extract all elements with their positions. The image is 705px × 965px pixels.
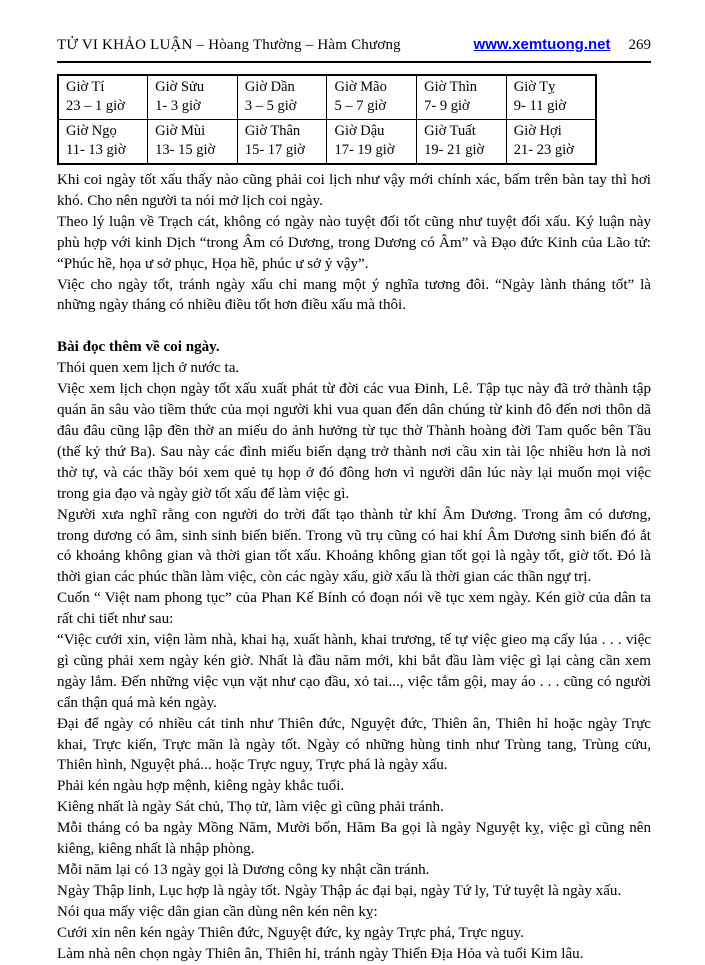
- paragraph: Cuốn “ Việt nam phong tục” của Phan Kế Bính có đoạn nói về tục xem ngày. Kén giờ của dân ta rất chi tiết như sau:: [57, 590, 651, 628]
- hour-range: 23 – 1 giờ: [66, 98, 125, 114]
- hour-name: Giờ Sửu: [155, 79, 205, 95]
- hour-cell-hoi: [506, 120, 596, 165]
- hour-range: 3 – 5 giờ: [244, 98, 297, 114]
- paragraph: Việc xem lịch chọn ngày tốt xấu xuất phát từ đời các vua Đinh, Lê. Tập tục này đã trở thành tập quán ăn sâu vào tiềm thức của mọi người khi vua quan đến dân chúng từ kinh đô đến nơi thôn dã đâu đâu cũng lập đền thờ an miếu do ảnh hưởng từ tục thờ Thành hoàng đời Tam quốc bên Tầu (thế kỷ thứ Ba). Sau này các đình miếu biến dạng trở thành nơi cầu xin tài lộc nhiều hơn là nơi thờ tự, và các thầy bói xem quẻ tụ họp ở đó đông hơn vì người dân lúc này lại muốn mọi việc trong gia đạo và ngày giờ tốt xấu để làm việc gì.: [57, 381, 651, 502]
- hour-range: 17- 19 giờ: [334, 142, 395, 158]
- paragraph: Nói qua mấy việc dân gian cần dùng nên kén nên kỵ:: [57, 903, 378, 920]
- hour-cell-ti: [58, 75, 148, 120]
- paragraph: “Việc cưới xin, viện làm nhà, khai hạ, xuất hành, khai trương, tế tự việc gieo mạ cấy lúa . . . việc gì cũng phải xem ngày kén giờ. Nhất là đầu năm mới, khi bắt đầu làm việc gì lại càng cần xem ngày lắm. Đến những việc vụn vặt như cạo đầu, xỏ tai..., việc tắm gội, may áo . . . cũng có người cẩn thận quá mà kén ngày.: [57, 632, 651, 711]
- hour-table-row: [58, 120, 596, 165]
- hour-name: Giờ Tuất: [424, 123, 476, 139]
- hour-cell-ngo: [58, 120, 148, 165]
- hour-range: 7- 9 giờ: [424, 98, 470, 114]
- paragraph: Phải kén ngàu hợp mệnh, kiêng ngày khắc tuổi.: [57, 778, 345, 795]
- page-header: [57, 36, 651, 54]
- hour-cell-mui: [148, 120, 238, 165]
- paragraph: Theo lý luận về Trạch cát, không có ngày nào tuyệt đối tốt cũng như tuyệt đối xấu. Ký luận này phù hợp với kinh Dịch “trong Âm có Dương, trong Dương có Âm” và Đạo đức Kinh của Lão tử: “Phúc hề, họa ư sở phục, Họa hề, phúc ư sở ỷ vậy”.: [57, 213, 651, 272]
- hour-cell-thin: [417, 75, 507, 120]
- hour-cell-than: [237, 120, 327, 165]
- website-link[interactable]: www.xemtuong.net: [473, 36, 611, 53]
- hour-cell-suu: [148, 75, 238, 120]
- hour-range: 1- 3 giờ: [155, 98, 201, 114]
- paragraph: Đại để ngày có nhiều cát tinh như Thiên đức, Nguyệt đức, Thiên ân, Thiên hỉ hoặc ngày Trực khai, Trực kiến, Trực mãn là ngày tốt. Ngày có những hùng tinh như Trùng tang, Trùng cửu, Thiên hình, Nguyệt phá... hoặc Trực nguy, Trực phá là ngày xấu.: [57, 715, 651, 774]
- hour-name: Giờ Dậu: [334, 123, 385, 139]
- hour-cell-dan: [237, 75, 327, 120]
- paragraph: Việc cho ngày tốt, tránh ngày xấu chỉ mang một ý nghĩa tương đôi. “Ngày lành tháng tốt” là những ngày tháng có nhiều điều tốt hơn điều xấu mà thôi.: [57, 276, 651, 314]
- hour-name: Giờ Tỵ: [513, 79, 556, 95]
- paragraph: Khi coi ngày tốt xấu thấy nào cũng phải coi lịch như vậy mới chính xác, bấm trên bàn tay thì hơi khó. Cho nên người ta nói mở lịch coi ngày.: [57, 172, 651, 209]
- paragraph: Cưới xin nên kén ngày Thiên đức, Nguyệt đức, kỵ ngày Trực phá, Trực nguy.: [57, 924, 524, 941]
- paragraph: Mỗi năm lại có 13 ngày gọi là Dương công ky nhật cần tránh.: [57, 862, 430, 878]
- hour-range: 9- 11 giờ: [513, 98, 567, 114]
- hour-name: Giờ Mão: [334, 79, 387, 95]
- hour-name: Giờ Ngọ: [66, 123, 117, 139]
- paragraph: Người xưa nghĩ rằng con người do trời đất tạo thành từ khí Âm Dương. Trong âm có dương, trong dương có âm, sinh sinh biến biến. Trong vũ trụ cũng có hai khí Âm Dương sinh biến đó ắt có khoảng không gian và thời gian tốt xấu. Khoảng không gian tốt gọi là ngày tốt, giờ tốt. Đó là thời gian các phúc thần làm việc, còn các ngày xấu, giờ xấu là thời gian các thần ngự trị.: [57, 506, 651, 586]
- paragraph: Thói quen xem lịch ở nước ta.: [57, 360, 240, 377]
- hour-name: Giờ Hợi: [513, 123, 562, 139]
- hour-table-row: [58, 75, 596, 120]
- hour-range: 5 – 7 giờ: [334, 98, 387, 114]
- hour-range: 13- 15 giờ: [155, 142, 216, 158]
- section-heading: Bài đọc thêm về coi ngày.: [57, 339, 220, 356]
- hour-cell-tuat: [417, 120, 507, 165]
- hour-cell-ty: [506, 75, 596, 120]
- hour-range: 11- 13 giờ: [66, 142, 126, 158]
- paragraph: Kiêng nhất là ngày Sát chủ, Thọ tử, làm việc gì cũng phải tránh.: [57, 799, 444, 816]
- hour-name: Giờ Thân: [244, 123, 301, 139]
- hour-cell-mao: [327, 75, 417, 120]
- header-rule: [57, 61, 651, 63]
- hour-range: 21- 23 giờ: [513, 142, 574, 158]
- paragraph: Ngày Thập linh, Lục hợp là ngày tốt. Ngày Thập ác đại bại, ngày Tứ ly, Tứ tuyệt là ngày xấu.: [57, 882, 622, 899]
- body-text: [57, 170, 651, 965]
- paragraph: Mỗi tháng có ba ngày Mồng Năm, Mười bốn, Hăm Ba gọi là ngày Nguyệt kỵ, việc gì cũng nên kiêng, kiêng nhất là nhập phòng.: [57, 820, 651, 858]
- hour-cell-dau: [327, 120, 417, 165]
- page-number: 269: [628, 37, 651, 53]
- paragraph: Làm nhà nên chọn ngày Thiên ân, Thiên hỉ, tránh ngày Thiến Địa Hỏa và tuổi Kim lâu.: [57, 945, 584, 962]
- hour-name: Giờ Thìn: [424, 79, 478, 95]
- hour-name: Giờ Dần: [244, 79, 295, 95]
- hour-range: 19- 21 giờ: [424, 142, 485, 158]
- hour-range: 15- 17 giờ: [244, 142, 305, 158]
- hour-name: Giờ Tí: [66, 79, 105, 95]
- book-title: TỬ VI KHẢO LUẬN – Hòang Thường – Hàm Chương: [57, 37, 401, 53]
- hour-name: Giờ Mùi: [155, 123, 206, 139]
- hour-table: [57, 74, 597, 165]
